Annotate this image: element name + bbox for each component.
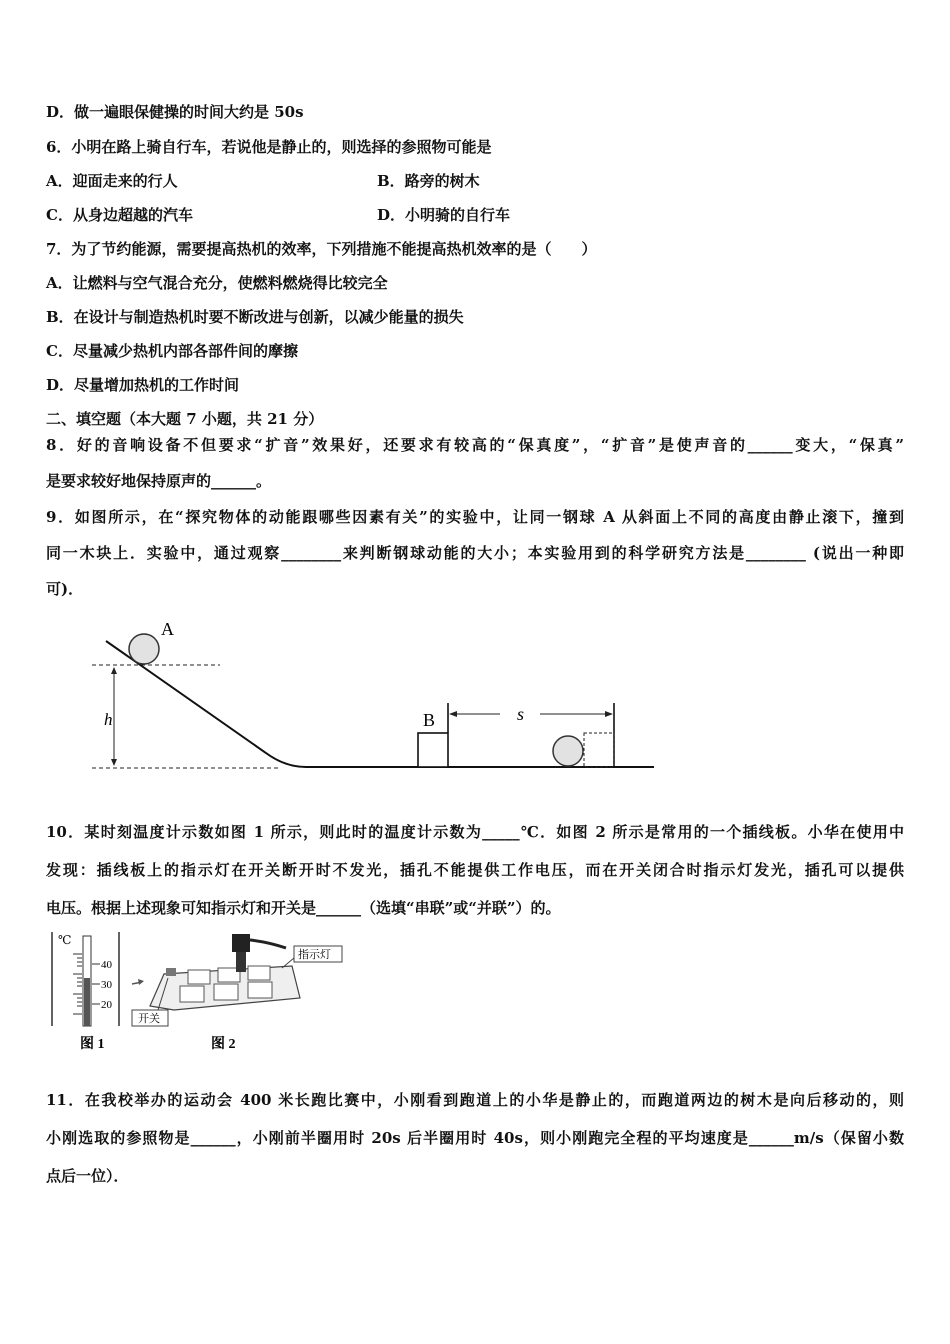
q11-line1: 11．在我校举办的运动会 400 米长跑比赛中，小刚看到跑道上的小华是静止的，而跑道两边的树木是向后移动的，则	[46, 1091, 904, 1109]
indicator-label: 指示灯	[298, 949, 331, 961]
q11-line2: 小刚选取的参照物是______，小刚前半圈用时 20s 后半圈用时 40s，则小刚跑完全程的平均速度是______m/s（保留小数	[46, 1129, 904, 1147]
q10-line3: 电压。根据上述现象可知指示灯和开关是______（选填“串联”或“并联”）的。	[46, 899, 561, 917]
block-b	[418, 733, 448, 767]
q9-line3: 可)．	[46, 580, 84, 598]
q7-option-a: A．让燃料与空气混合充分，使燃料燃烧得比较完全	[46, 274, 388, 292]
q6-stem: 6．小明在路上骑自行车，若说他是静止的，则选择的参照物可能是	[46, 138, 492, 156]
q8-line1: 8．好的音响设备不但要求“扩音”效果好，还要求有较高的“保真度”，“扩音”是使声音的______变大，“保真”	[46, 436, 904, 454]
ball-final	[553, 736, 583, 766]
q5-option-d: D．做一遍眼保健操的时间大约是 50s	[46, 103, 304, 121]
q9-figure	[80, 610, 670, 785]
q7-option-d: D．尽量增加热机的工作时间	[46, 376, 240, 394]
tick-40: 40	[101, 959, 112, 971]
plug-head	[232, 934, 250, 952]
q10-line1: 10．某时刻温度计示数如图 1 所示，则此时的温度计示数为_____℃．如图 2 所示是常用的一个插线板。小华在使用中	[46, 823, 904, 841]
q6-option-c: C．从身边超越的汽车	[46, 206, 193, 224]
ball-a	[129, 634, 159, 664]
tick-30: 30	[101, 979, 112, 991]
tick-20: 20	[101, 999, 112, 1011]
q10-figures	[46, 928, 366, 1054]
label-a: A	[161, 619, 174, 639]
switch-label: 开关	[138, 1013, 160, 1025]
label-b: B	[423, 710, 436, 730]
q10-line2: 发现：插线板上的指示灯在开关断开时不发光，插孔不能提供工作电压，而在开关闭合时指示灯发光，插孔可以提供	[46, 861, 904, 879]
q11-line3: 点后一位）．	[46, 1167, 129, 1185]
q6-option-d: D．小明骑的自行车	[377, 206, 511, 224]
q7-stem: 7．为了节约能源，需要提高热机的效率，下列措施不能提高热机效率的是（ ）	[46, 240, 597, 258]
q7-option-c: C．尽量减少热机内部各部件间的摩擦	[46, 342, 298, 360]
block-final-dashed	[584, 733, 614, 767]
label-h: h	[104, 710, 113, 729]
thermometer-liquid	[84, 978, 90, 1026]
q9-line2: 同一木块上．实验中，通过观察________来判断钢球动能的大小；本实验用到的科学研究方法是________ (说出一种即	[46, 544, 904, 562]
label-s: s	[517, 704, 525, 724]
q6-option-b: B．路旁的树木	[377, 172, 480, 190]
fig1-caption: 图 1	[80, 1037, 105, 1052]
q6-option-a: A．迎面走来的行人	[46, 172, 178, 190]
q8-line2: 是要求较好地保持原声的______。	[46, 472, 272, 490]
q7-option-b: B．在设计与制造热机时要不断改进与创新，以减少能量的损失	[46, 308, 464, 326]
switch-button[interactable]	[166, 968, 176, 976]
thermometer-unit: ℃	[58, 933, 72, 947]
q9-line1: 9．如图所示，在“探究物体的动能跟哪些因素有关”的实验中，让同一钢球 A 从斜面上不同的高度由静止滚下，撞到	[46, 508, 904, 526]
fig2-caption: 图 2	[211, 1037, 236, 1052]
section-title: 二、填空题（本大题 7 小题，共 21 分）	[46, 410, 324, 428]
